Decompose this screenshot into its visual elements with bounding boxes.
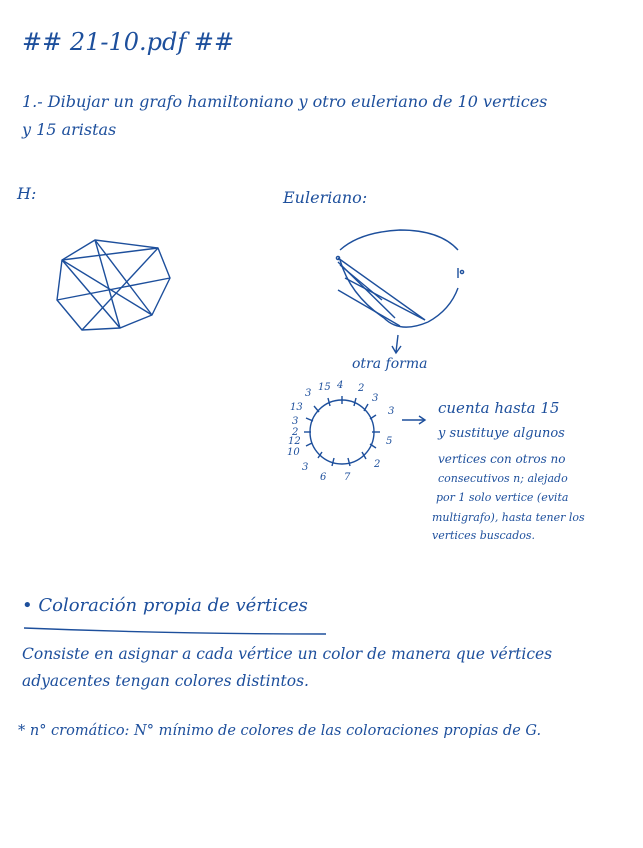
explanation-line-2: y sustituye algunos <box>438 426 565 441</box>
cycle-label-bottom-2: 6 <box>320 472 327 483</box>
cycle-label-right-1: 3 <box>388 406 395 417</box>
other-way-label: otra forma <box>352 356 428 372</box>
explanation-line-4: consecutivos n; alejado <box>438 472 568 485</box>
explanation-line-3: vertices con otros no <box>438 452 566 466</box>
cycle-label-top-1: 3 <box>305 388 312 399</box>
cycle-label-bottom-4: 2 <box>374 459 381 470</box>
exercise-line-2: y 15 aristas <box>22 120 117 139</box>
definition-line-2: adyacentes tengan colores distintos. <box>22 672 309 690</box>
explanation-line-6: multigrafo), hasta tener los <box>432 511 585 524</box>
explanation-line-7: vertices buscados. <box>432 529 536 542</box>
cycle-label-bottom-1: 3 <box>302 462 309 473</box>
exercise-line-1: 1.- Dibujar un grafo hamiltoniano y otro euleriano de 10 vertices <box>22 92 548 111</box>
definition-line-1: Consiste en asignar a cada vértice un color de manera que vértices <box>22 645 553 663</box>
chromatic-number-definition: * n° cromático: N° mínimo de colores de las coloraciones propias de G. <box>18 723 542 739</box>
cycle-label-bottom-3: 7 <box>344 472 351 483</box>
cycle-label-top-3: 4 <box>337 380 344 391</box>
cycle-label-left-3: 2 <box>292 427 299 438</box>
explanation-line-5: por 1 solo vertice (evita <box>436 491 569 504</box>
section-title: • Coloración propia de vértices <box>22 595 308 616</box>
cycle-label-left-4: 12 <box>288 436 301 447</box>
cycle-label-top-4: 2 <box>358 383 365 394</box>
eulerian-label: Euleriano: <box>283 188 368 207</box>
cycle-label-left-2: 3 <box>292 416 299 427</box>
cycle-label-top-5: 3 <box>372 393 379 404</box>
cycle-label-right-2: 5 <box>386 436 393 447</box>
page-title: ## 21-10.pdf ## <box>22 28 235 56</box>
cycle-label-left-1: 13 <box>290 402 303 413</box>
hamiltonian-label: H: <box>17 184 37 203</box>
cycle-label-top-2: 15 <box>318 382 331 393</box>
explanation-line-1: cuenta hasta 15 <box>438 399 560 417</box>
cycle-label-left-5: 10 <box>287 447 300 458</box>
